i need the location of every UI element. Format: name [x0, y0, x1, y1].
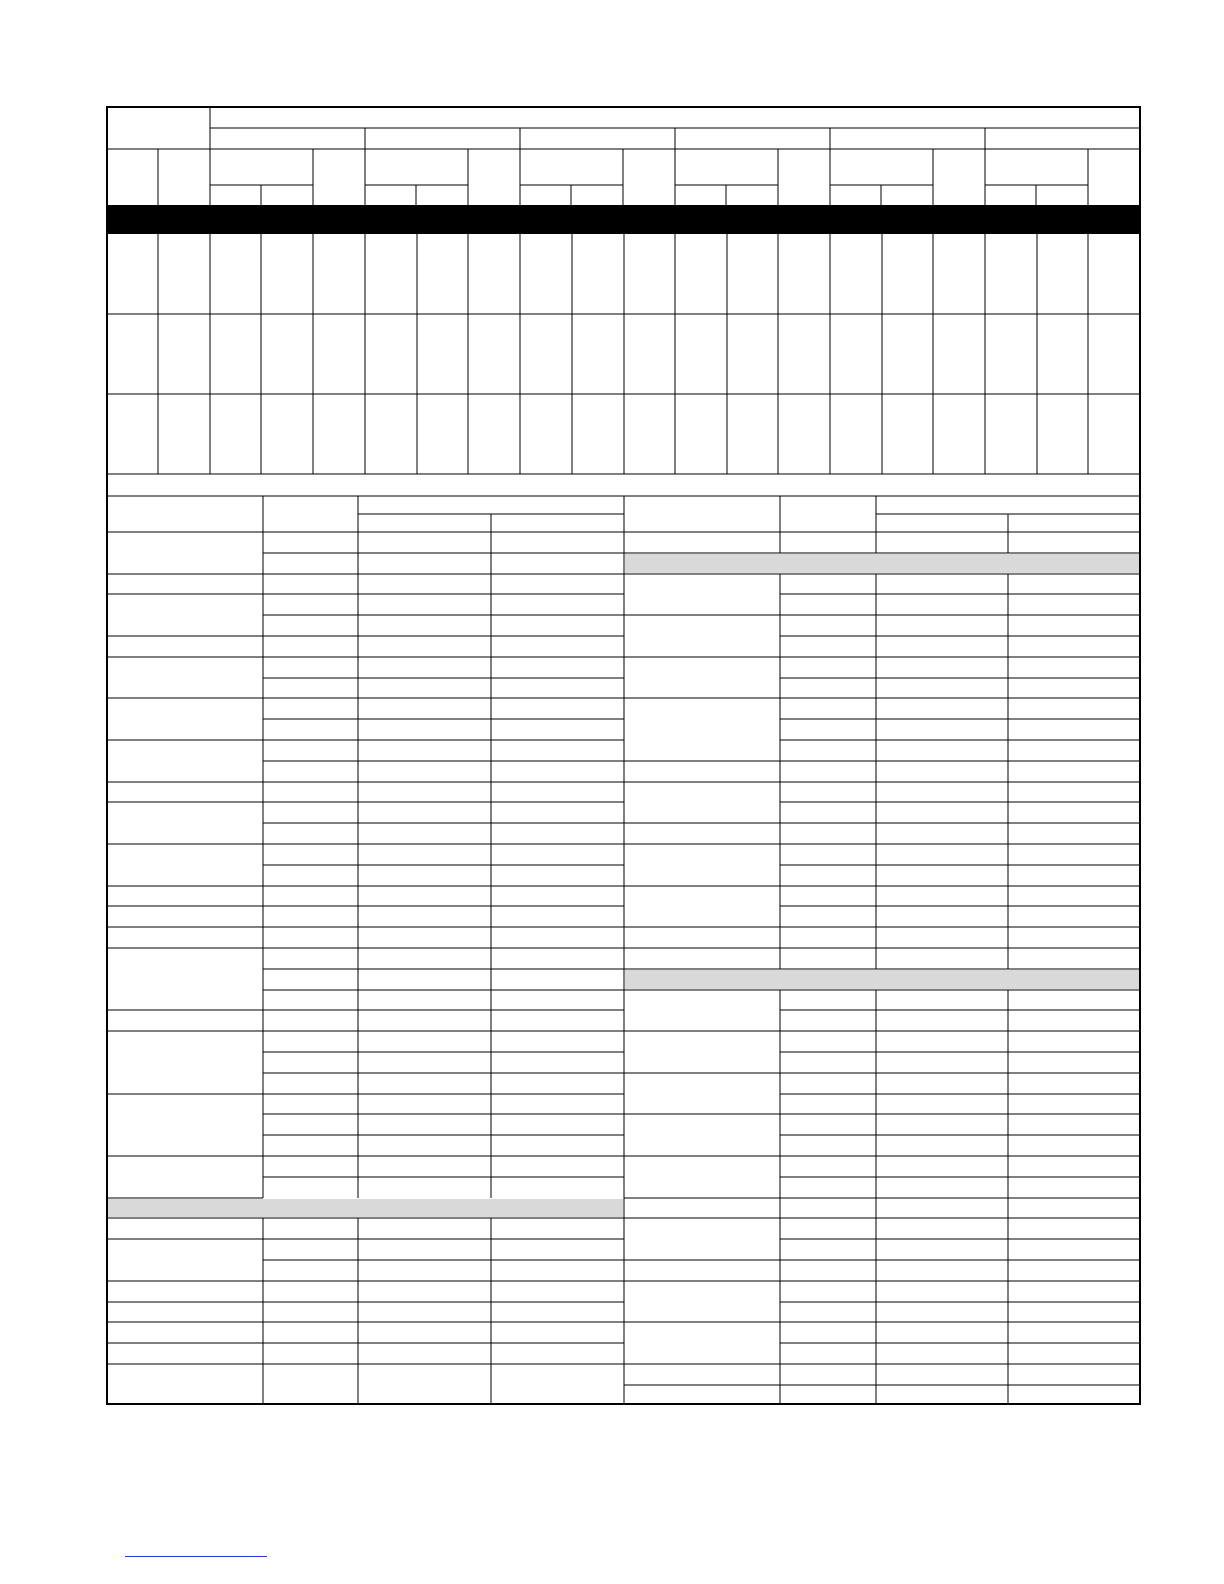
- right-section-shade: [625, 970, 1139, 989]
- header-band: [107, 205, 1140, 234]
- right-section-shade: [625, 554, 1139, 573]
- footer-link-underline: [125, 1556, 267, 1557]
- left-section-shade: [108, 1199, 623, 1217]
